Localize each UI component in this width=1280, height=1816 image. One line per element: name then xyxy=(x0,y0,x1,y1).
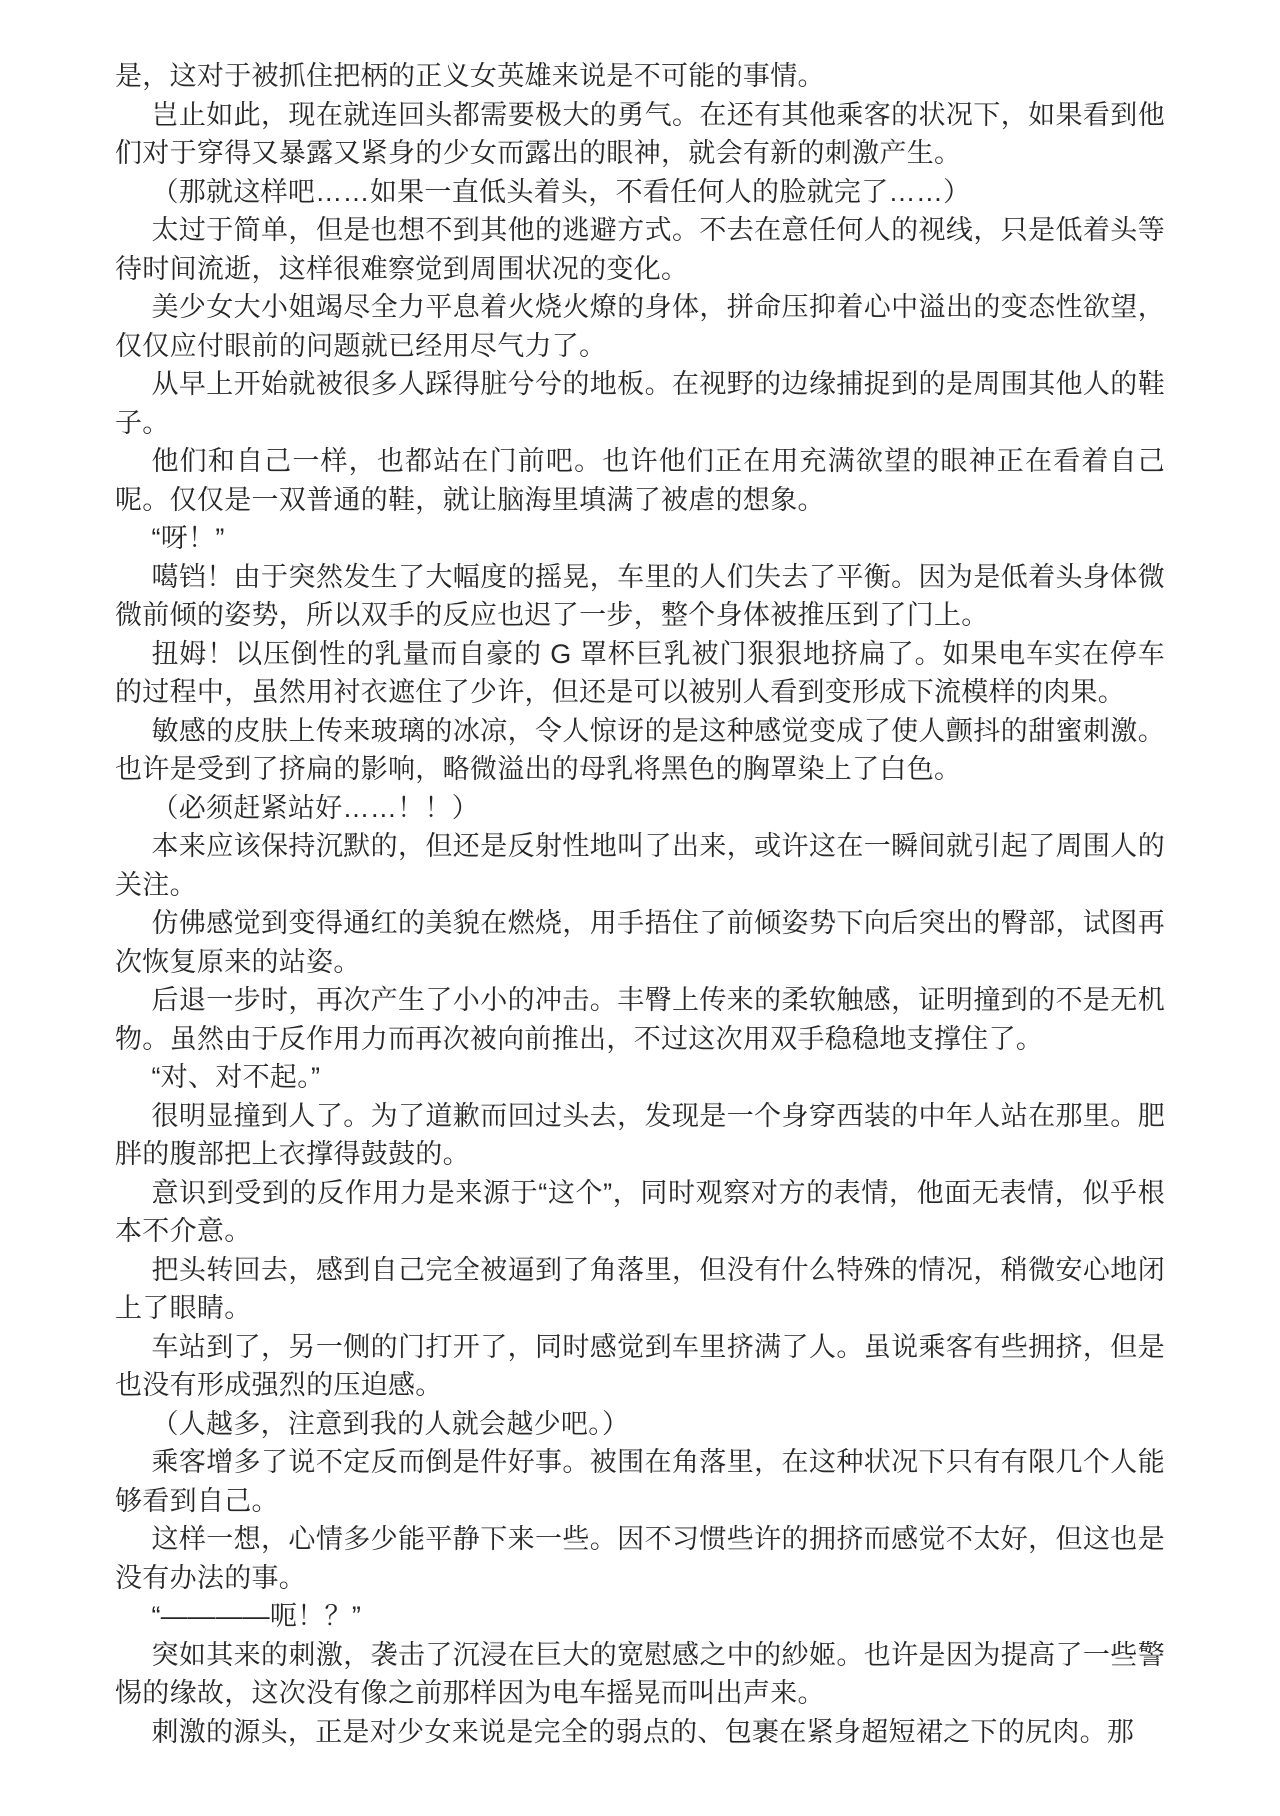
paragraph: 车站到了，另一侧的门打开了，同时感觉到车里挤满了人。虽说乘客有些拥挤，但是也没有形成强烈的压迫感。 xyxy=(115,1331,1165,1400)
paragraph: 敏感的皮肤上传来玻璃的冰凉，令人惊讶的是这种感觉变成了使人颤抖的甜蜜刺激。也许是受到了挤扁的影响，略微溢出的母乳将黑色的胸罩染上了白色。 xyxy=(115,715,1165,784)
paragraph: 是，这对于被抓住把柄的正义女英雄来说是不可能的事情。 xyxy=(115,61,825,91)
paragraph: 从早上开始就被很多人踩得脏兮兮的地板。在视野的边缘捕捉到的是周围其他人的鞋子。 xyxy=(115,369,1165,438)
paragraph: “对、对不起。” xyxy=(151,1062,321,1092)
paragraph: 刺激的源头，正是对少女来说是完全的弱点的、包裹在紧身超短裙之下的尻肉。那 xyxy=(151,1716,1135,1747)
text-block xyxy=(115,57,1165,1751)
paragraph: 他们和自己一样，也都站在门前吧。也许他们正在用充满欲望的眼神正在看着自己呢。仅仅是一双普通的鞋，就让脑海里填满了被虐的想象。 xyxy=(115,446,1165,515)
paragraph: 把头转回去，感到自己完全被逼到了角落里，但没有什么特殊的情况，稍微安心地闭上了眼睛。 xyxy=(115,1254,1165,1323)
paragraph: 仿佛感觉到变得通红的美貌在燃烧，用手捂住了前倾姿势下向后突出的臀部，试图再次恢复原来的站姿。 xyxy=(115,908,1165,977)
paragraph: 本来应该保持沉默的，但还是反射性地叫了出来，或许这在一瞬间就引起了周围人的关注。 xyxy=(115,831,1165,900)
paragraph: （必须赶紧站好……！！） xyxy=(151,792,480,823)
paragraph: 这样一想，心情多少能平静下来一些。因不习惯些许的拥挤而感觉不太好，但这也是没有办法的事。 xyxy=(115,1524,1165,1593)
paragraph: 岂止如此，现在就连回头都需要极大的勇气。在还有其他乘客的状况下，如果看到他们对于穿得又暴露又紧身的少女而露出的眼神，就会有新的刺激产生。 xyxy=(115,99,1165,168)
paragraph: 突如其来的刺激，袭击了沉浸在巨大的宽慰感之中的紗姬。也许是因为提高了一些警惕的缘故，这次没有像之前那样因为电车摇晃而叫出声来。 xyxy=(115,1639,1165,1708)
paragraph: 意识到受到的反作用力是来源于“这个”，同时观察对方的表情，他面无表情，似乎根本不介意。 xyxy=(115,1177,1165,1246)
paragraph: “————呃！？” xyxy=(151,1601,362,1631)
paragraph: 噶铛！由于突然发生了大幅度的摇晃，车里的人们失去了平衡。因为是低着头身体微微前倾的姿势，所以双手的反应也迟了一步，整个身体被推压到了门上。 xyxy=(115,561,1165,630)
paragraph: 很明显撞到人了。为了道歉而回过头去，发现是一个身穿西装的中年人站在那里。肥胖的腹部把上衣撑得鼓鼓的。 xyxy=(115,1100,1165,1169)
paragraph: 太过于简单，但是也想不到其他的逃避方式。不去在意任何人的视线，只是低着头等待时间流逝，这样很难察觉到周围状况的变化。 xyxy=(115,215,1165,284)
paragraph: 扭姆！以压倒性的乳量而自豪的 G 罩杯巨乳被门狠狠地挤扁了。如果电车实在停车的过程中，虽然用衬衣遮住了少许，但还是可以被别人看到变形成下流模样的肉果。 xyxy=(115,638,1165,707)
paragraph: （那就这样吧……如果一直低头着头，不看任何人的脸就完了……） xyxy=(151,176,971,207)
paragraph: （人越多，注意到我的人就会越少吧。） xyxy=(151,1408,630,1439)
paragraph: 后退一步时，再次产生了小小的冲击。丰臀上传来的柔软触感，证明撞到的不是无机物。虽然由于反作用力而再次被向前推出，不过这次用双手稳稳地支撑住了。 xyxy=(115,985,1165,1054)
paragraph: 乘客增多了说不定反而倒是件好事。被围在角落里，在这种状况下只有有限几个人能够看到自己。 xyxy=(115,1447,1165,1516)
paragraph: 美少女大小姐竭尽全力平息着火烧火燎的身体，拼命压抑着心中溢出的变态性欲望，仅仅应付眼前的问题就已经用尽气力了。 xyxy=(115,292,1165,361)
paragraph: “呀！” xyxy=(151,523,225,553)
